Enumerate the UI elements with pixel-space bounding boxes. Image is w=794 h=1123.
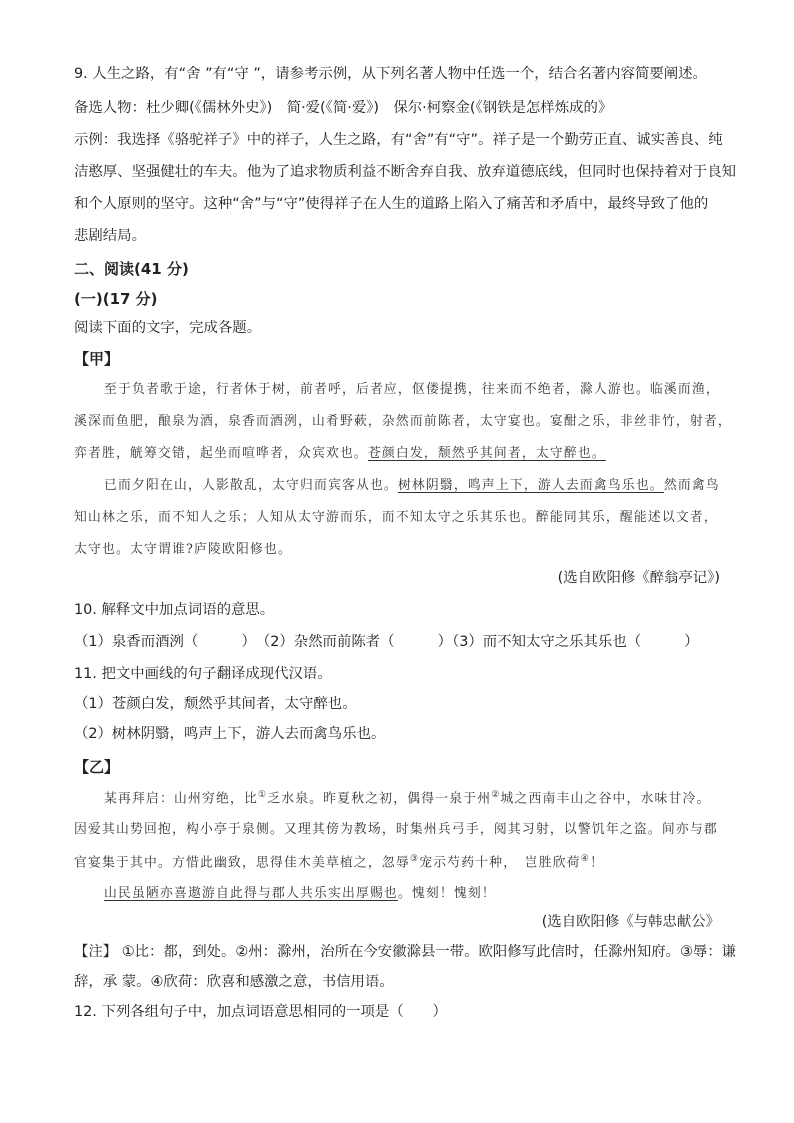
passage-yi-text: 乏水泉。昨夏秋之初，偶得一泉于州 <box>267 791 492 807</box>
q9-example-line-3: 和个人原则的坚守。这种“舍”与“守”使得祥子在人生的道路上陷入了痛苦和矛盾中，最终导致了他的 <box>74 196 709 212</box>
q12-prompt: 12. 下列各组句子中，加点词语意思相同的一项是（ ） <box>74 1004 447 1020</box>
passage-yi-line-4 <box>104 886 734 901</box>
passage-jia-text: 然而禽鸟 <box>663 478 720 493</box>
part-title: (一)(17 分) <box>74 290 158 308</box>
footnote-marker: ③ <box>409 854 420 864</box>
q11-prompt: 11. 把文中画线的句子翻译成现代汉语。 <box>74 666 332 682</box>
passage-jia-line-5: 知山林之乐，而不知人之乐；人知从太守游而乐，而不知太守之乐其乐也。醉能同其乐，醒能述以文者， <box>74 510 718 525</box>
reading-instruction: 阅读下面的文字，完成各题。 <box>74 320 262 336</box>
passage-yi-text: 某再拜启：山州穷绝，比 <box>104 791 258 807</box>
footnote-line-1: 【注】 ①比：都，到处。②州：滁州，治所在今安徽滁县一带。欧阳修写此信时，任滁州知府。③辱：谦 <box>74 944 737 960</box>
passage-yi-text: 官宴集于其中。方惜此幽致，思得佳木美草植之，忽辱 <box>74 855 410 871</box>
q11-sentence-1: （1）苍颜白发，颓然乎其间者，太守醉也。 <box>74 696 357 712</box>
footnote-marker: ① <box>257 790 268 800</box>
passage-yi-heading: 【乙】 <box>74 758 120 776</box>
q9-example-line-1: 示例：我选择《骆驼祥子》中的祥子，人生之路，有“舍”有“守”。祥子是一个勤劳正直、诚实善良、纯 <box>74 132 723 148</box>
footnote-marker: ② <box>491 790 501 800</box>
passage-yi-text: ！ <box>590 855 605 871</box>
passage-jia-text: 已而夕阳在山，人影散乱，太守归而宾客从也。 <box>104 478 398 493</box>
passage-yi-text: 。愧刻！愧刻！ <box>397 886 496 901</box>
q9-example-line-2: 洁憨厚、坚强健壮的车夫。他为了追求物质利益不断舍弃自我、放弃道德底线，但同时也保持着对于良知 <box>74 164 736 180</box>
passage-jia-line-4 <box>104 478 734 493</box>
passage-jia-text: 弈者胜，觥筹交错，起坐而喧哗者，众宾欢也。 <box>74 446 368 461</box>
passage-jia-line-3 <box>74 446 734 461</box>
q10-prompt: 10. 解释文中加点词语的意思。 <box>74 602 275 618</box>
q9-prompt: 9. 人生之路，有“舍 ”有“守 ”，请参考示例，从下列名著人物中任选一个，结合名著内容简要阐述。 <box>74 66 707 82</box>
passage-yi-text: 宠示芍药十种， 岂胜欣荷 <box>419 855 581 871</box>
passage-yi-line-3 <box>74 854 734 871</box>
q9-options: 备选人物：杜少卿(《儒林外史》) 简·爱(《简·爱》) 保尔·柯察金(《钢铁是怎样炼成的》 <box>74 100 613 116</box>
passage-jia-heading: 【甲】 <box>74 350 120 368</box>
passage-jia-line-1: 至于负者歌于途，行者休于树，前者呼，后者应，伛偻提携，往来而不绝者，滁人游也。临溪而渔， <box>104 382 720 397</box>
underlined-sentence-1: 苍颜白发，颓然乎其间者，太守醉也。 <box>367 446 606 461</box>
underlined-sentence-3: 山民虽陋亦喜遨游自此得与郡人共乐实出厚赐也 <box>104 886 398 901</box>
passage-yi-text: 城之西南丰山之谷中，水味甘冷。 <box>500 791 711 807</box>
section-title: 二、阅读(41 分) <box>74 260 189 278</box>
q11-sentence-2: （2）树林阴翳，鸣声上下，游人去而禽鸟乐也。 <box>74 726 386 742</box>
passage-yi-line-2: 因爱其山势回抱，构小亭于泉侧。又理其傍为教场，时集州兵弓手，阅其习射，以警饥年之盗。间亦与郡 <box>74 822 718 837</box>
footnote-line-2: 辞，承 蒙。④欣荷：欣喜和感激之意，书信用语。 <box>74 974 394 990</box>
passage-jia-source: (选自欧阳修《醉翁亭记》) <box>557 570 720 586</box>
q9-example-line-4: 悲剧结局。 <box>74 228 146 244</box>
passage-yi-source: (选自欧阳修《与韩忠献公》 <box>541 914 720 930</box>
underlined-sentence-2: 树林阴翳，鸣声上下，游人去而禽鸟乐也。 <box>397 478 664 493</box>
footnote-marker: ④ <box>580 854 591 864</box>
q10-items: （1）泉香而酒洌（ ） （2）杂然而前陈者（ ）（3）而不知太守之乐其乐也（ ） <box>74 634 699 650</box>
passage-jia-line-2: 溪深而鱼肥，酿泉为酒，泉香而酒洌，山肴野蔌，杂然而前陈者，太守宴也。宴酣之乐，非丝非竹，射者， <box>74 414 732 429</box>
passage-yi-line-1 <box>104 790 734 807</box>
passage-jia-line-6: 太守也。太守谓谁?庐陵欧阳修也。 <box>74 542 293 557</box>
